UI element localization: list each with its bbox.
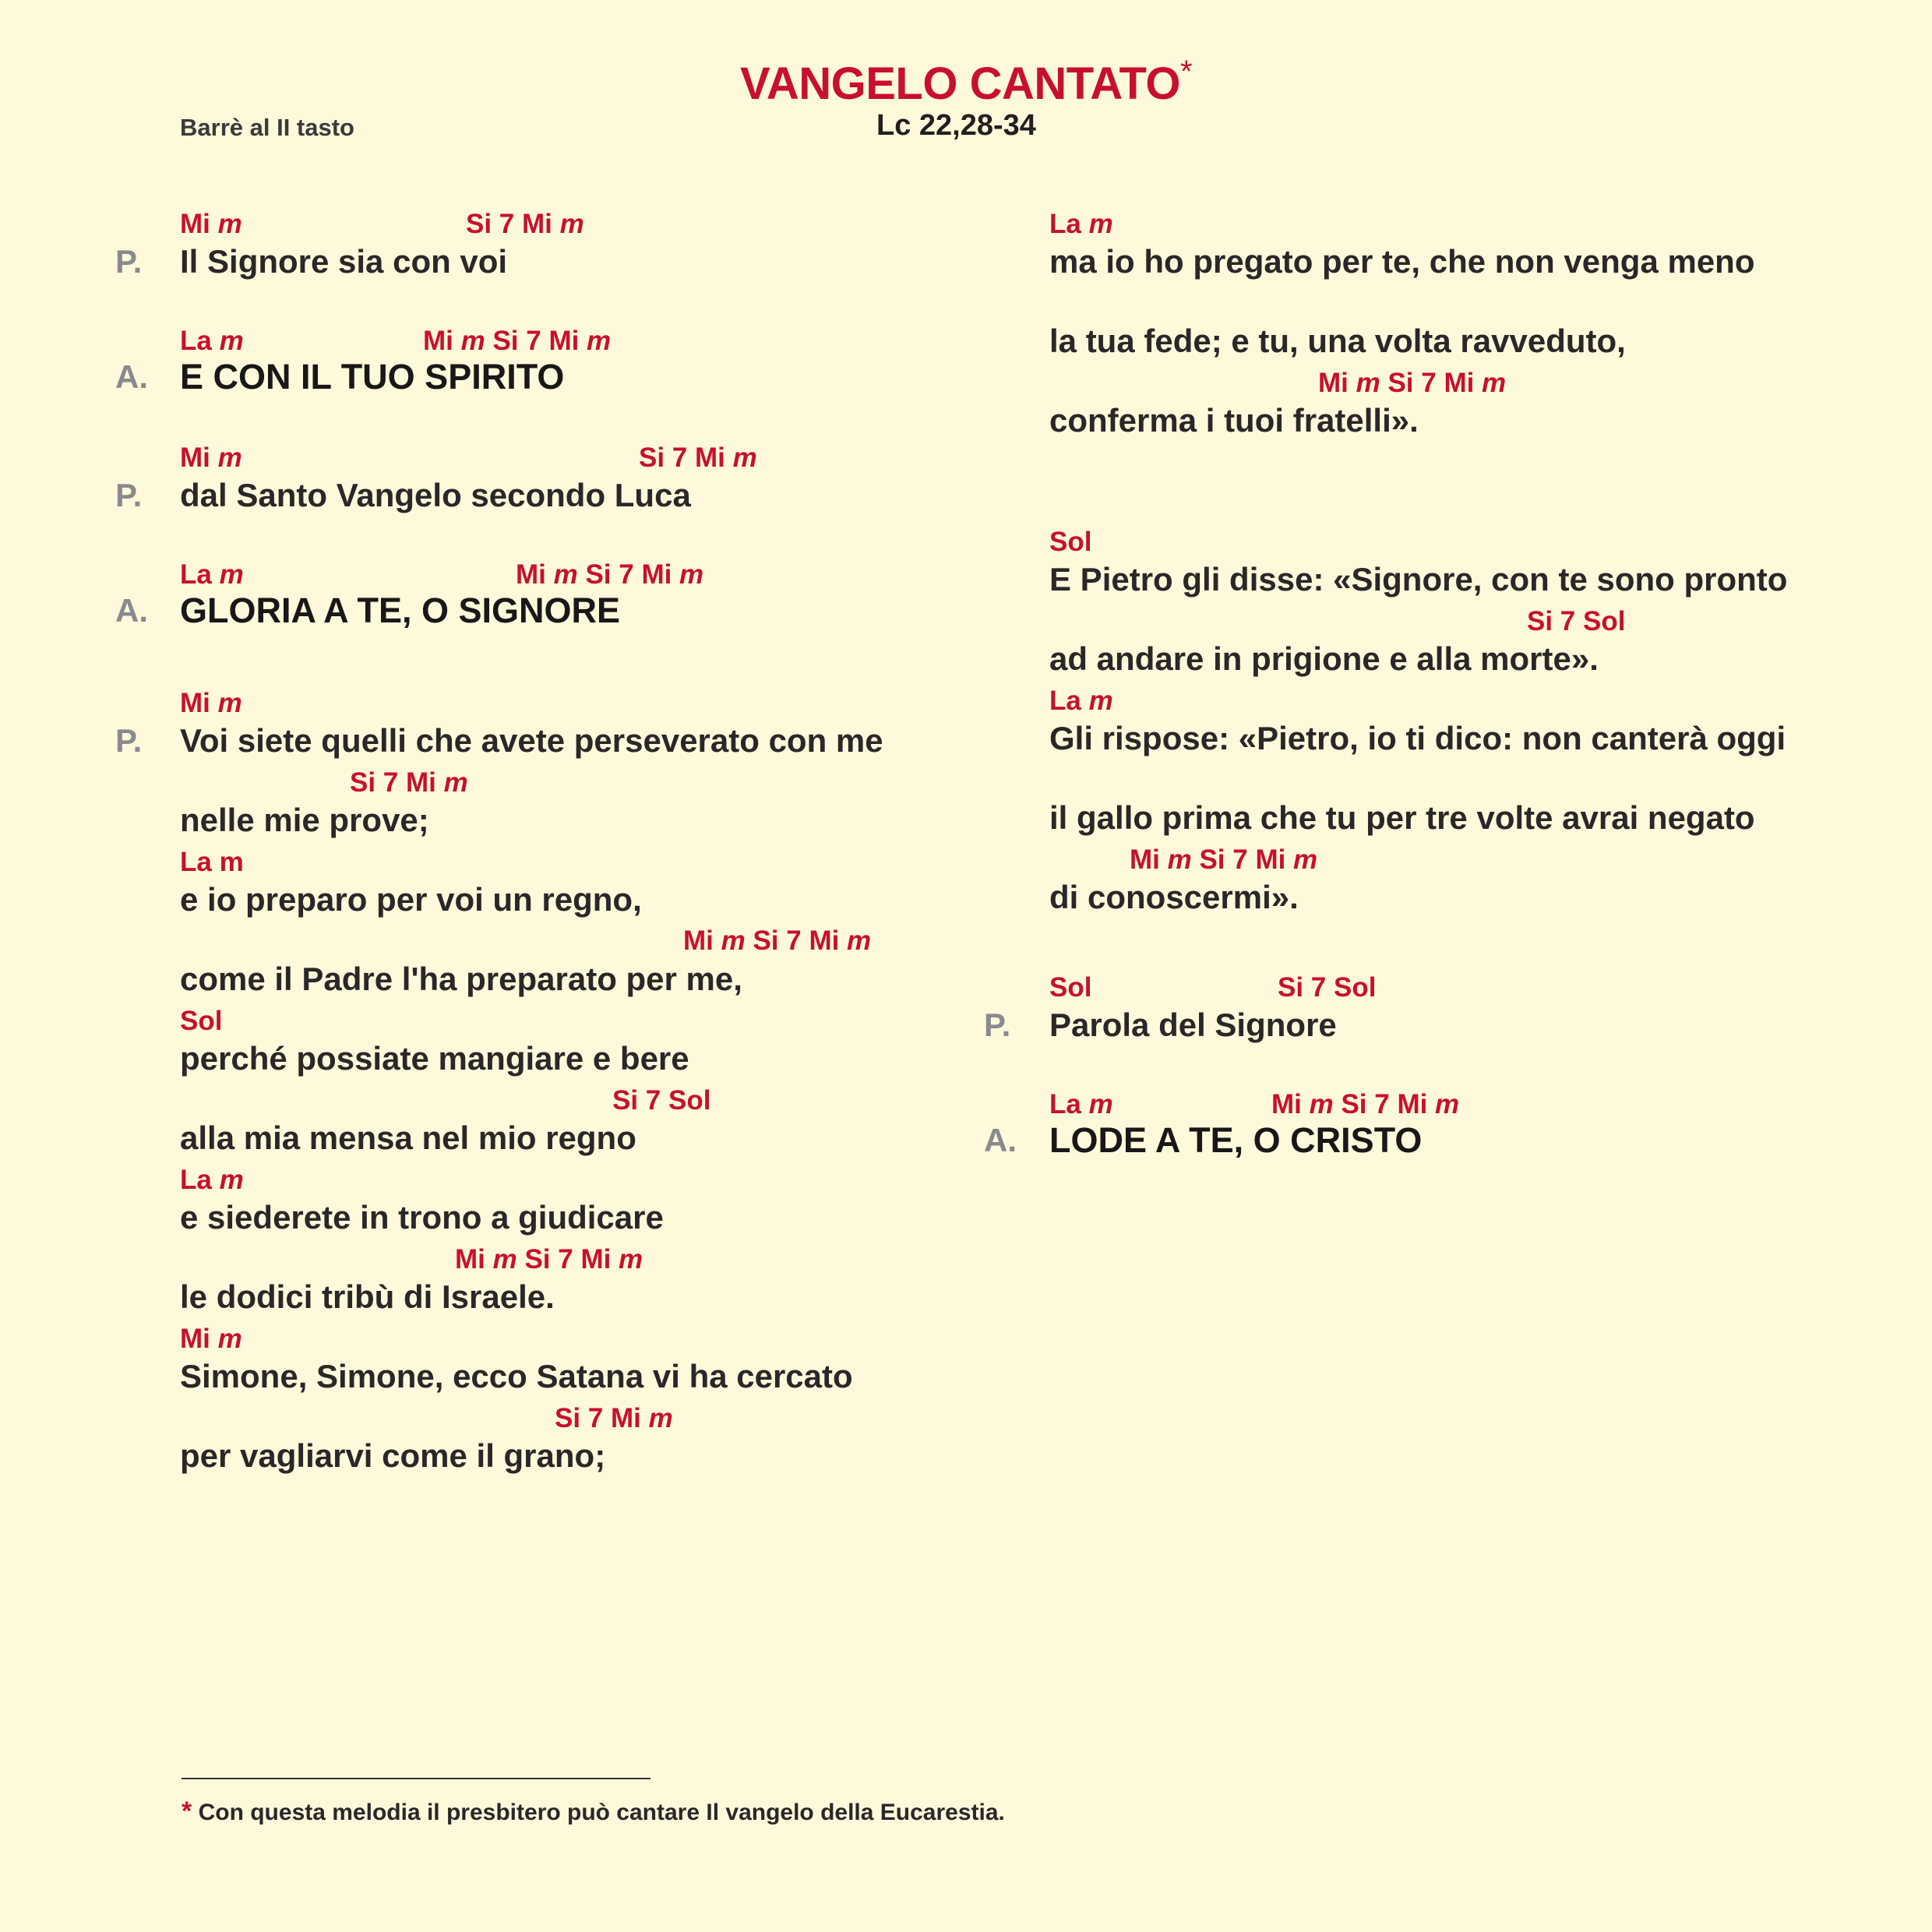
- role-assembly: A.: [984, 1122, 1017, 1158]
- role-priest: P.: [115, 243, 143, 280]
- footnote: [182, 1796, 1005, 1827]
- chord-si7mim: Si 7 Mi m: [466, 209, 584, 239]
- lyric-line: Il Signore sia con voi: [180, 243, 508, 280]
- chord-si7mim: Si 7 Mi m: [555, 1403, 673, 1433]
- lyric-line: ma io ho pregato per te, che non venga meno: [1049, 243, 1755, 280]
- chord-mim: Mi m: [180, 209, 242, 239]
- footnote-mark: *: [182, 1796, 192, 1826]
- chord-mim-si7mim: Mi m Si 7 Mi m: [423, 326, 612, 356]
- chord-mim-si7mim: Mi m Si 7 Mi m: [516, 559, 704, 590]
- footnote-text: Con questa melodia il presbitero può cantare Il vangelo della Eucarestia.: [198, 1800, 1005, 1825]
- lyric-line: perché possiate mangiare e bere: [180, 1040, 689, 1077]
- chord-mim: Mi m: [180, 442, 242, 473]
- chord-mim-si7mim: Mi m Si 7 Mi m: [683, 925, 872, 956]
- response-line: GLORIA A TE, O SIGNORE: [180, 591, 621, 630]
- lyric-line: e io preparo per voi un regno,: [180, 881, 642, 918]
- lyric-line: conferma i tuoi fratelli».: [1049, 402, 1419, 439]
- chord-lam: La m: [180, 847, 244, 877]
- chord-sol: Sol: [180, 1006, 223, 1036]
- chord-mim-si7mim: Mi m Si 7 Mi m: [455, 1244, 643, 1274]
- lyric-line: E Pietro gli disse: «Signore, con te sono pronto: [1049, 561, 1788, 598]
- chord-lam: La m: [1049, 1089, 1113, 1119]
- chord-sol: Sol: [1049, 972, 1092, 1003]
- lyric-line: Parola del Signore: [1049, 1007, 1337, 1043]
- chord-mim-si7mim: Mi m Si 7 Mi m: [1130, 844, 1318, 875]
- lyric-line: Voi siete quelli che avete perseverato con me: [180, 722, 883, 759]
- chord-si7mim: Si 7 Mi m: [639, 442, 757, 473]
- lyric-line: la tua fede; e tu, una volta ravveduto,: [1049, 323, 1626, 359]
- footnote-divider: [182, 1778, 650, 1779]
- response-line: LODE A TE, O CRISTO: [1049, 1120, 1423, 1160]
- lyric-line: e siederete in trono a giudicare: [180, 1199, 664, 1236]
- lyric-line: nelle mie prove;: [180, 802, 429, 838]
- chord-lam: La m: [1049, 209, 1113, 239]
- scripture-reference: Lc 22,28-34: [876, 109, 1036, 142]
- chord-lam: La m: [180, 326, 244, 356]
- chord-sol: Sol: [1049, 527, 1092, 557]
- lyric-line: Simone, Simone, ecco Satana vi ha cercato: [180, 1358, 853, 1394]
- lyric-line: ad andare in prigione e alla morte».: [1049, 640, 1599, 677]
- barre-note: Barrè al II tasto: [180, 114, 354, 141]
- chord-lam: La m: [180, 1165, 244, 1195]
- chord-mim-si7mim: Mi m Si 7 Mi m: [1318, 368, 1507, 398]
- title-text: VANGELO CANTATO: [739, 58, 1180, 109]
- chord-lam: La m: [180, 559, 244, 590]
- chord-si7mim: Si 7 Mi m: [350, 767, 468, 798]
- chord-lam: La m: [1049, 686, 1113, 716]
- role-assembly: A.: [115, 592, 148, 629]
- page-title: [0, 55, 1932, 110]
- chord-si7sol: Si 7 Sol: [1278, 972, 1377, 1003]
- lyric-line: il gallo prima che tu per tre volte avrai negato: [1049, 799, 1755, 836]
- lyric-line: come il Padre l'ha preparato per me,: [180, 961, 742, 997]
- lyric-line: di conoscermi».: [1049, 879, 1299, 915]
- role-assembly: A.: [115, 358, 148, 395]
- lyric-line: Gli rispose: «Pietro, io ti dico: non canterà oggi: [1049, 720, 1786, 756]
- role-priest: P.: [984, 1007, 1011, 1043]
- chord-si7sol: Si 7 Sol: [1527, 606, 1626, 636]
- lyric-line: dal Santo Vangelo secondo Luca: [180, 477, 691, 513]
- lyric-line: alla mia mensa nel mio regno: [180, 1119, 636, 1156]
- role-priest: P.: [115, 722, 143, 759]
- role-priest: P.: [115, 477, 143, 513]
- chord-mim: Mi m: [180, 688, 242, 718]
- response-line: E CON IL TUO SPIRITO: [180, 357, 565, 397]
- lyric-line: per vagliarvi come il grano;: [180, 1437, 606, 1474]
- chord-mim: Mi m: [180, 1324, 242, 1354]
- chord-si7sol: Si 7 Sol: [612, 1085, 711, 1116]
- chord-mim-si7mim: Mi m Si 7 Mi m: [1271, 1089, 1460, 1119]
- lyric-line: le dodici tribù di Israele.: [180, 1278, 555, 1315]
- title-footnote-mark: *: [1179, 55, 1193, 89]
